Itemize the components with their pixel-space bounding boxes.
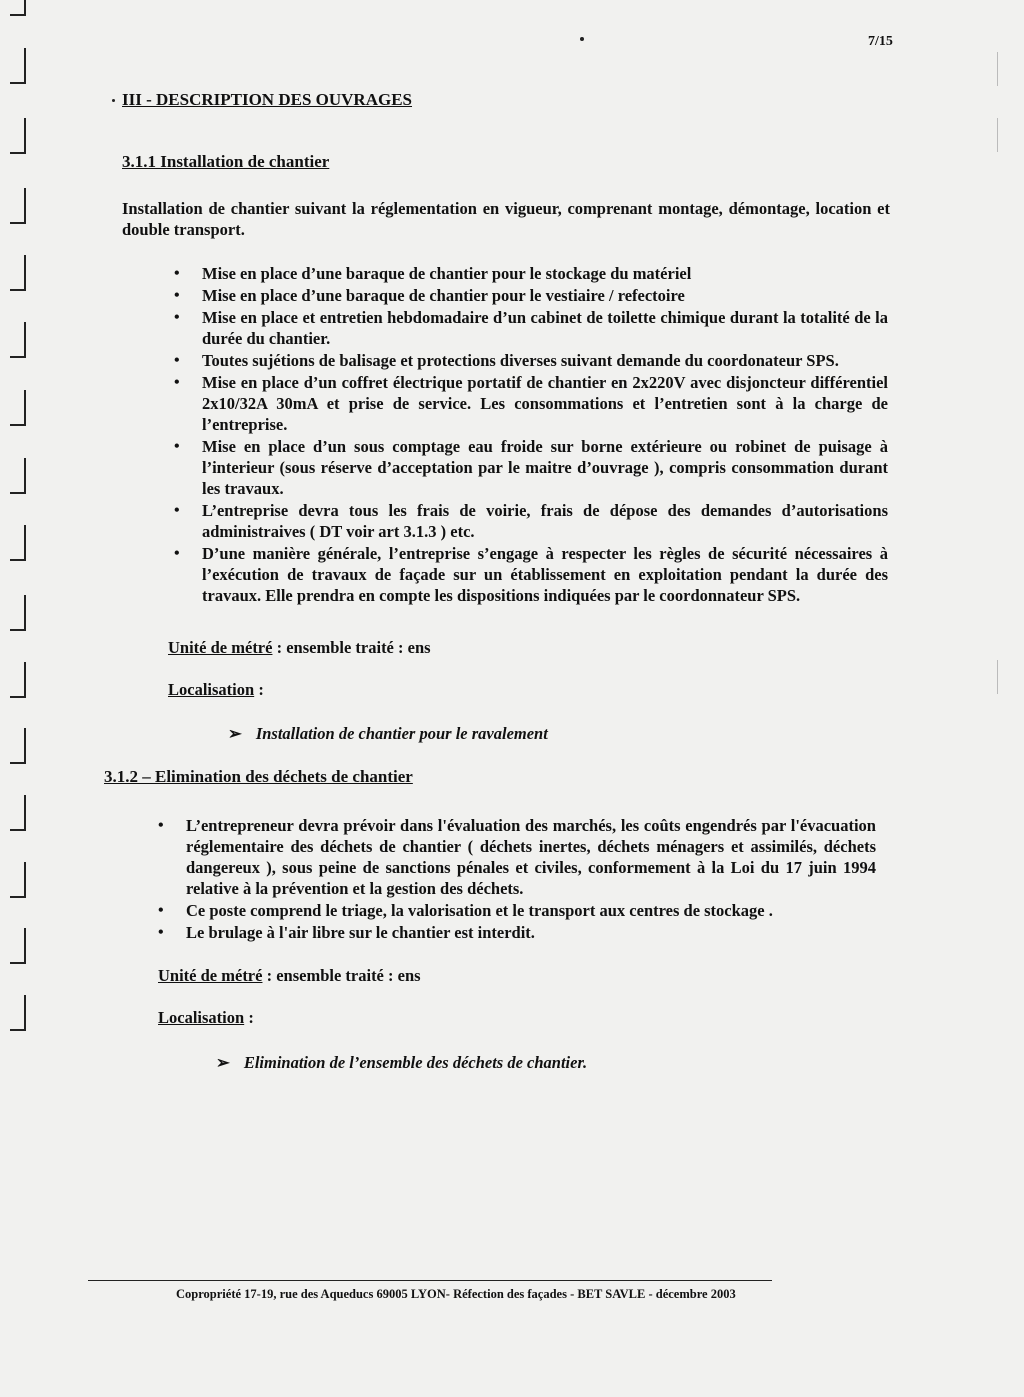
localisation-label: Localisation : (158, 1008, 254, 1027)
bullet-icon: • (174, 545, 180, 562)
binding-mark (10, 118, 26, 154)
section-intro: Installation de chantier suivant la réglementation en vigueur, comprenant montage, démontage, location et double transport. (122, 199, 890, 239)
arrow-bullet-icon: ➢ (216, 1053, 230, 1072)
section-title-dechets: 3.1.2 – Elimination des déchets de chantier (104, 767, 413, 786)
binding-mark (10, 0, 26, 16)
section-title-installation: 3.1.1 Installation de chantier (122, 152, 330, 171)
binding-mark (10, 662, 26, 698)
localisation-item: ➢ Elimination de l’ensemble des déchets de chantier. (216, 1053, 588, 1072)
footer-text: Copropriété 17-19, rue des Aqueducs 69005 LYON- Réfection des façades - BET SAVLE - décembre 2003 (176, 1287, 736, 1301)
bullet-icon: • (158, 817, 164, 834)
binding-mark (10, 928, 26, 964)
binding-mark (10, 390, 26, 426)
installation-bullet-list (174, 263, 888, 607)
dechets-bullet-list (158, 815, 876, 944)
list-item: • Mise en place et entretien hebdomadaire d’un cabinet de toilette chimique durant la totalité de la durée du chantier. (174, 308, 888, 348)
arrow-bullet-icon: ➢ (228, 724, 242, 743)
bullet-icon: • (174, 374, 180, 391)
list-item: • Le brulage à l'air libre sur le chantier est interdit. (158, 923, 535, 942)
unit-of-measure: Unité de métré : ensemble traité : ens (158, 966, 421, 985)
list-item: • Ce poste comprend le triage, la valorisation et le transport aux centres de stockage . (158, 901, 773, 920)
bullet-icon: • (174, 502, 180, 519)
list-item: • Mise en place d’un coffret électrique portatif de chantier en 2x220V avec disjoncteur différentiel 2x10/32A 30mA et prise de service. Les consommations et l’entretien sont à la charge de l’entreprise. (174, 373, 888, 434)
binding-mark (10, 862, 26, 898)
bullet-icon: • (158, 902, 164, 919)
binding-mark (10, 188, 26, 224)
list-item: • Mise en place d’un sous comptage eau froide sur borne extérieure ou robinet de puisage à l’interieur (sous réserve d’acceptation par le maitre d’ouvrage ), compris consommation durant les travaux. (174, 437, 888, 498)
show-through-texture (150, 115, 830, 143)
scan-speck (112, 99, 115, 102)
list-item: • Toutes sujétions de balisage et protections diverses suivant demande du coordonateur SPS. (174, 351, 839, 370)
binding-mark (10, 525, 26, 561)
bullet-icon: • (174, 265, 180, 282)
list-item: • L’entrepreneur devra prévoir dans l'évaluation des marchés, les coûts engendrés par l'évacuation réglementaire des déchets de chantier ( déchets inertes, déchets ménagers et assimilés, déchets dangereux ), sous peine de sanctions pénales et civiles, conformement à la Loi du 17 juin 1994 relative à la prévention et la gestion des déchets. (158, 816, 876, 898)
binding-mark (10, 255, 26, 291)
list-item: • D’une manière générale, l’entreprise s’engage à respecter les règles de sécurité nécessaires à l’exécution de travaux de façade sur un établissement en exploitation pendant la durée des travaux. Elle prendra en compte les dispositions indiquées par le coordonnateur SPS. (174, 544, 888, 605)
page-number: 7/15 (868, 34, 893, 49)
edge-mark (997, 660, 1008, 694)
bullet-icon: • (174, 438, 180, 455)
bullet-icon: • (174, 352, 180, 369)
binding-mark (10, 322, 26, 358)
binding-mark (10, 795, 26, 831)
bullet-icon: • (174, 287, 180, 304)
list-item: • L’entreprise devra tous les frais de voirie, frais de dépose des demandes d’autorisations administraives ( DT voir art 3.1.3 ) etc. (174, 501, 888, 541)
bullet-icon: • (174, 309, 180, 326)
binding-mark (10, 458, 26, 494)
localisation-label: Localisation : (168, 680, 264, 699)
list-item: • Mise en place d’une baraque de chantier pour le vestiaire / refectoire (174, 286, 685, 305)
list-item: • Mise en place d’une baraque de chantier pour le stockage du matériel (174, 264, 692, 283)
scan-speck (580, 37, 584, 41)
localisation-item: ➢ Installation de chantier pour le ravalement (228, 724, 548, 743)
bullet-icon: • (158, 924, 164, 941)
binding-mark (10, 728, 26, 764)
binding-mark (10, 48, 26, 84)
binding-mark (10, 995, 26, 1031)
binding-mark (10, 595, 26, 631)
unit-of-measure: Unité de métré : ensemble traité : ens (168, 638, 431, 657)
footer-rule (88, 1280, 772, 1281)
main-heading: III - DESCRIPTION DES OUVRAGES (122, 90, 413, 109)
edge-mark (997, 118, 1008, 152)
edge-mark (997, 52, 1008, 86)
